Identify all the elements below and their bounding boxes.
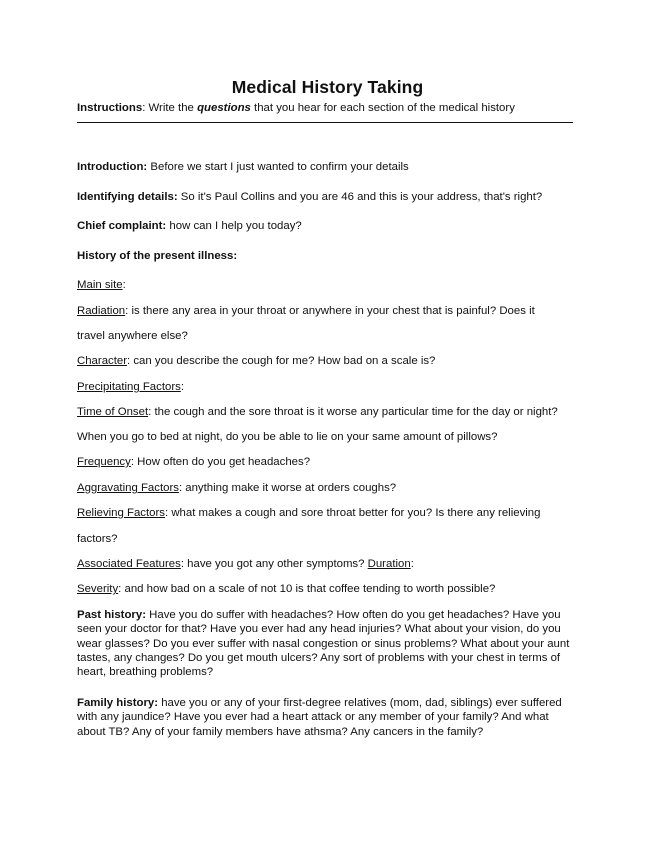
severity-text: : and how bad on a scale of not 10 is that coffee tending to worth possible? [118,583,496,595]
document-title: Medical History Taking [231,77,424,97]
chief-complaint-text: how can I help you today? [166,220,302,232]
identifying-details-label: Identifying details: [77,191,178,203]
introduction-line [77,160,577,174]
time-of-onset-label: Time of Onset [77,406,149,418]
main-site-label: Main site [77,279,123,291]
main-site-line [77,278,577,292]
past-history-paragraph [77,608,577,679]
associated-label: Associated Features [77,558,181,570]
character-text: : can you describe the cough for me? How bad on a scale is? [127,355,436,367]
relieving-text: : what makes a cough and sore throat better for you? Is there any relieving [165,507,541,519]
instructions-text-before: : Write the [142,102,198,114]
aggravating-line [77,481,577,495]
instructions-emphasis: questions [197,102,251,114]
radiation-line [77,304,577,318]
aggravating-text: : anything make it worse at orders coughs? [178,482,397,494]
header-divider [77,122,573,123]
introduction-text: Before we start I just wanted to confirm your details [147,161,409,173]
relieving-line [77,506,577,520]
family-history-paragraph [77,696,577,739]
time-of-onset-text: : the cough and the sore throat is it worse any particular time for the day or night? [148,406,558,418]
chief-complaint-label: Chief complaint: [77,220,167,232]
character-line [77,354,577,368]
radiation-text: : is there any area in your throat or anywhere in your chest that is painful? Does it [125,305,535,317]
introduction-label: Introduction: [77,161,148,173]
radiation-continuation: travel anywhere else? [77,330,188,342]
relieving-label: Relieving Factors [77,507,165,519]
associated-line [77,557,577,571]
duration-text: : [410,558,414,570]
chief-complaint-line [77,219,577,233]
instructions-line [77,101,577,115]
time-of-onset-line [77,405,577,419]
aggravating-label: Aggravating Factors [77,482,179,494]
family-history-text: have you or any of your first-degree relatives (mom, dad, siblings) ever suffered with any jaundice? Have you ever had a heart attack or any member of your family? And what about TB? Any of your family members have athsma? Any cancers in the family? [77,697,562,738]
identifying-details-text: So it's Paul Collins and you are 46 and this is your address, that's right? [177,191,543,203]
severity-line [77,582,577,596]
radiation-label: Radiation [77,305,126,317]
relieving-continuation: factors? [77,533,118,545]
instructions-text-after: that you hear for each section of the medical history [250,102,515,114]
past-history-label: Past history: [77,609,146,621]
associated-text: : have you got any other symptoms? [180,558,368,570]
precipitating-text: : [180,381,184,393]
frequency-text: : How often do you get headaches? [130,456,311,468]
frequency-label: Frequency [77,456,131,468]
precipitating-label: Precipitating Factors [77,381,181,393]
time-of-onset-continuation: When you go to bed at night, do you be able to lie on your same amount of pillows? [77,431,498,443]
precipitating-line [77,380,577,394]
family-history-label: Family history: [77,697,159,709]
instructions-label: Instructions [77,102,143,114]
character-label: Character [77,355,128,367]
severity-label: Severity [77,583,119,595]
duration-label: Duration [367,558,411,570]
identifying-details-line [77,190,577,204]
past-history-text: Have you do suffer with headaches? How often do you get headaches? Have you seen your doctor for that? Have you ever had any head injuries? What about your vision, do you wear glasses? Do you ever suffer with nasal congestion or sinus problems? What about your aunt tastes, any changes? Do you get mouth ulcers? Any sort of problems with your chest in terms of heart, breathing problems? [77,609,570,679]
hpi-heading: History of the present illness: [77,250,238,262]
main-site-text: : [122,279,126,291]
frequency-line [77,455,577,469]
